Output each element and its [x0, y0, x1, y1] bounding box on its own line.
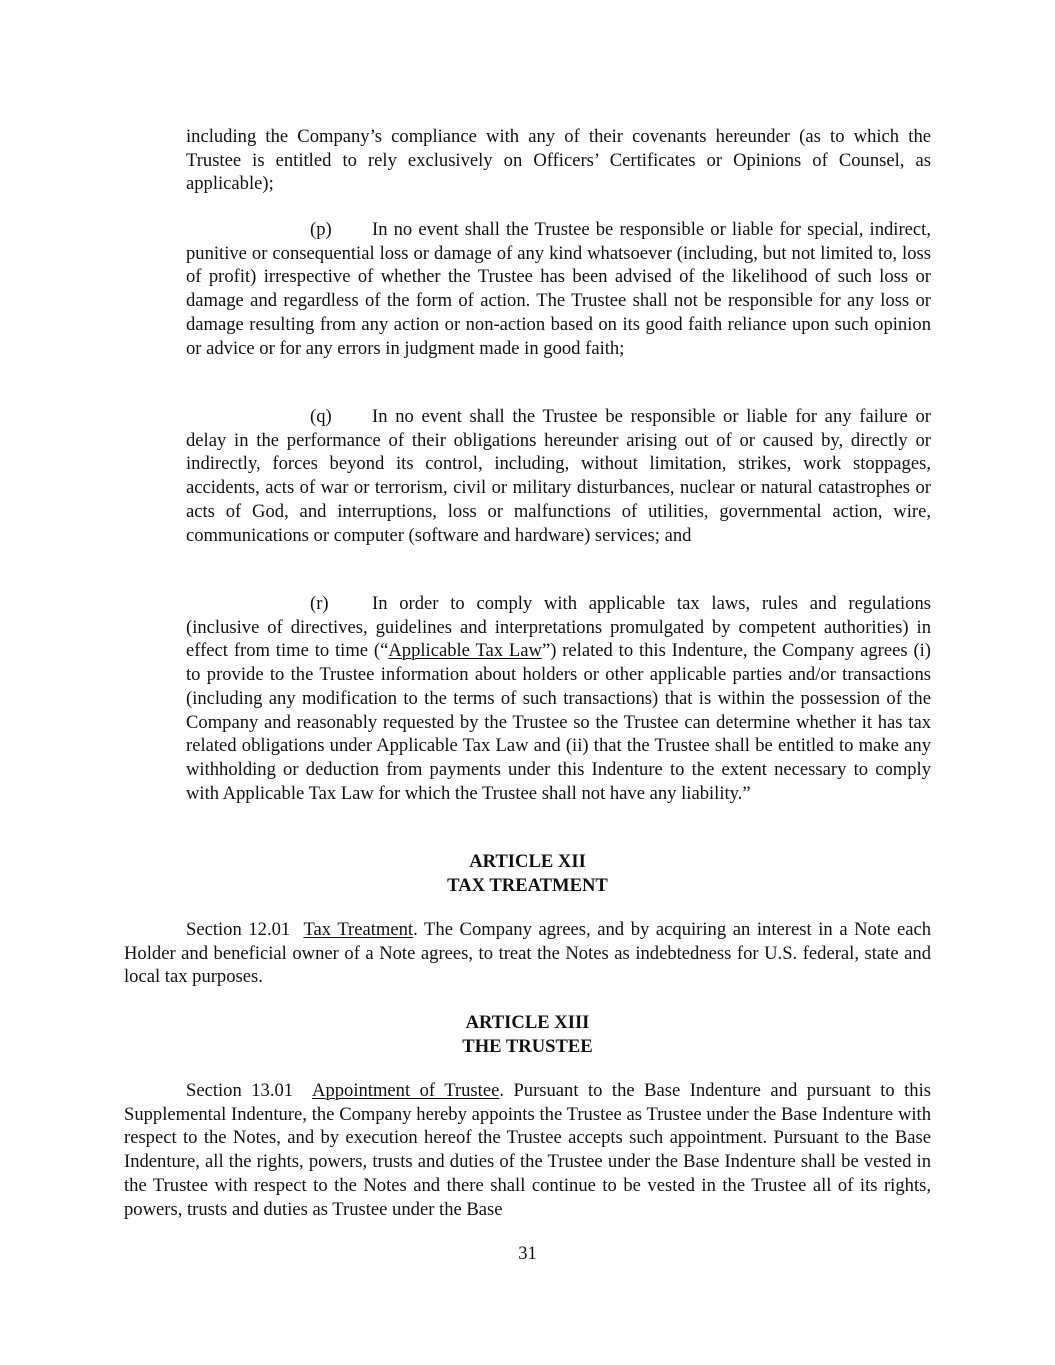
clause-r-text-before: In order to comply with applicable tax laws, rules and regulations (inclusive of directives, guidelines and interpretations promulgated by competent authorities) in effect from time to time (“ — [186, 593, 931, 662]
article-xii-number: ARTICLE XII — [469, 851, 586, 872]
page-number: 31 — [518, 1243, 537, 1264]
clause-p-paragraph — [186, 218, 931, 360]
clause-q-text: In no event shall the Trustee be responsible or liable for any failure or delay in the performance of their obligations hereunder arising out of or caused by, directly or indirectly, forces beyond its control, including, without limitation, strikes, work stoppages, accidents, acts of war or terrorism, civil or military disturbances, nuclear or natural catastrophes or acts of God, and interruptions, loss or malfunctions of utilities, governmental action, wire, communications or computer (software and hardware) services; and — [186, 406, 931, 546]
clause-p-text: In no event shall the Trustee be responsible or liable for special, indirect, punitive or consequential loss or damage of any kind whatsoever (including, but not limited to, loss of profit) irrespective of whether the Trustee has been advised of the likelihood of such loss or damage and regardless of the form of action. The Trustee shall not be responsible for any loss or damage resulting from any action or non-action based on its good faith reliance upon such opinion or advice or for any errors in judgment made in good faith; — [186, 219, 931, 359]
section-12-01-text: . The Company agrees, and by acquiring an interest in a Note each Holder and beneficial owner of a Note agrees, to treat the Notes as indebtedness for U.S. federal, state and local tax purposes. — [124, 919, 931, 988]
article-xii-title: TAX TREATMENT — [447, 875, 608, 896]
continuation-paragraph: including the Company’s compliance with any of their covenants hereunder (as to which the Trustee is entitled to rely exclusively on Officers’ Certificates or Opinions of Counsel, as applicable); — [186, 126, 931, 195]
clause-r-marker: (r) — [310, 593, 329, 614]
article-xiii-number: ARTICLE XIII — [465, 1012, 590, 1033]
section-13-01-number: Section 13.01 — [186, 1080, 294, 1101]
clause-p-marker: (p) — [310, 219, 332, 240]
applicable-tax-law-defined-term: Applicable Tax Law — [388, 640, 542, 662]
section-13-01-text: . Pursuant to the Base Indenture and pursuant to this Supplemental Indenture, the Company hereby appoints the Trustee as Trustee under the Base Indenture with respect to the Notes, and by execution hereof the Trustee accepts such appointment. Pursuant to the Base Indenture, all the rights, powers, trusts and duties of the Trustee under the Base Indenture shall be vested in the Trustee with respect to the Notes and there shall continue to be vested in the Trustee all of its rights, powers, trusts and duties as Trustee under the Base — [124, 1080, 931, 1220]
clause-q-paragraph — [186, 405, 931, 547]
article-xiii-title: THE TRUSTEE — [462, 1036, 593, 1057]
section-12-01-number: Section 12.01 — [186, 919, 291, 940]
section-13-01-paragraph — [124, 1079, 931, 1221]
clause-r-text-after: ”) related to this Indenture, the Company agrees (i) to provide to the Trustee information about holders or other applicable parties and/or transactions (including any modification to the terms of such transactions) that is within the possession of the Company and reasonably requested by the Trustee so the Trustee can determine whether it has tax related obligations under Applicable Tax Law and (ii) that the Trustee shall be entitled to make any withholding or deduction from payments under this Indenture to the extent necessary to comply with Applicable Tax Law for which the Trustee shall not have any liability.” — [186, 640, 931, 804]
section-13-01-title: Appointment of Trustee — [312, 1080, 500, 1101]
section-12-01-title: Tax Treatment — [303, 919, 414, 940]
clause-r-paragraph — [186, 592, 931, 805]
clause-q-marker: (q) — [310, 406, 332, 427]
section-12-01-paragraph — [124, 918, 931, 989]
